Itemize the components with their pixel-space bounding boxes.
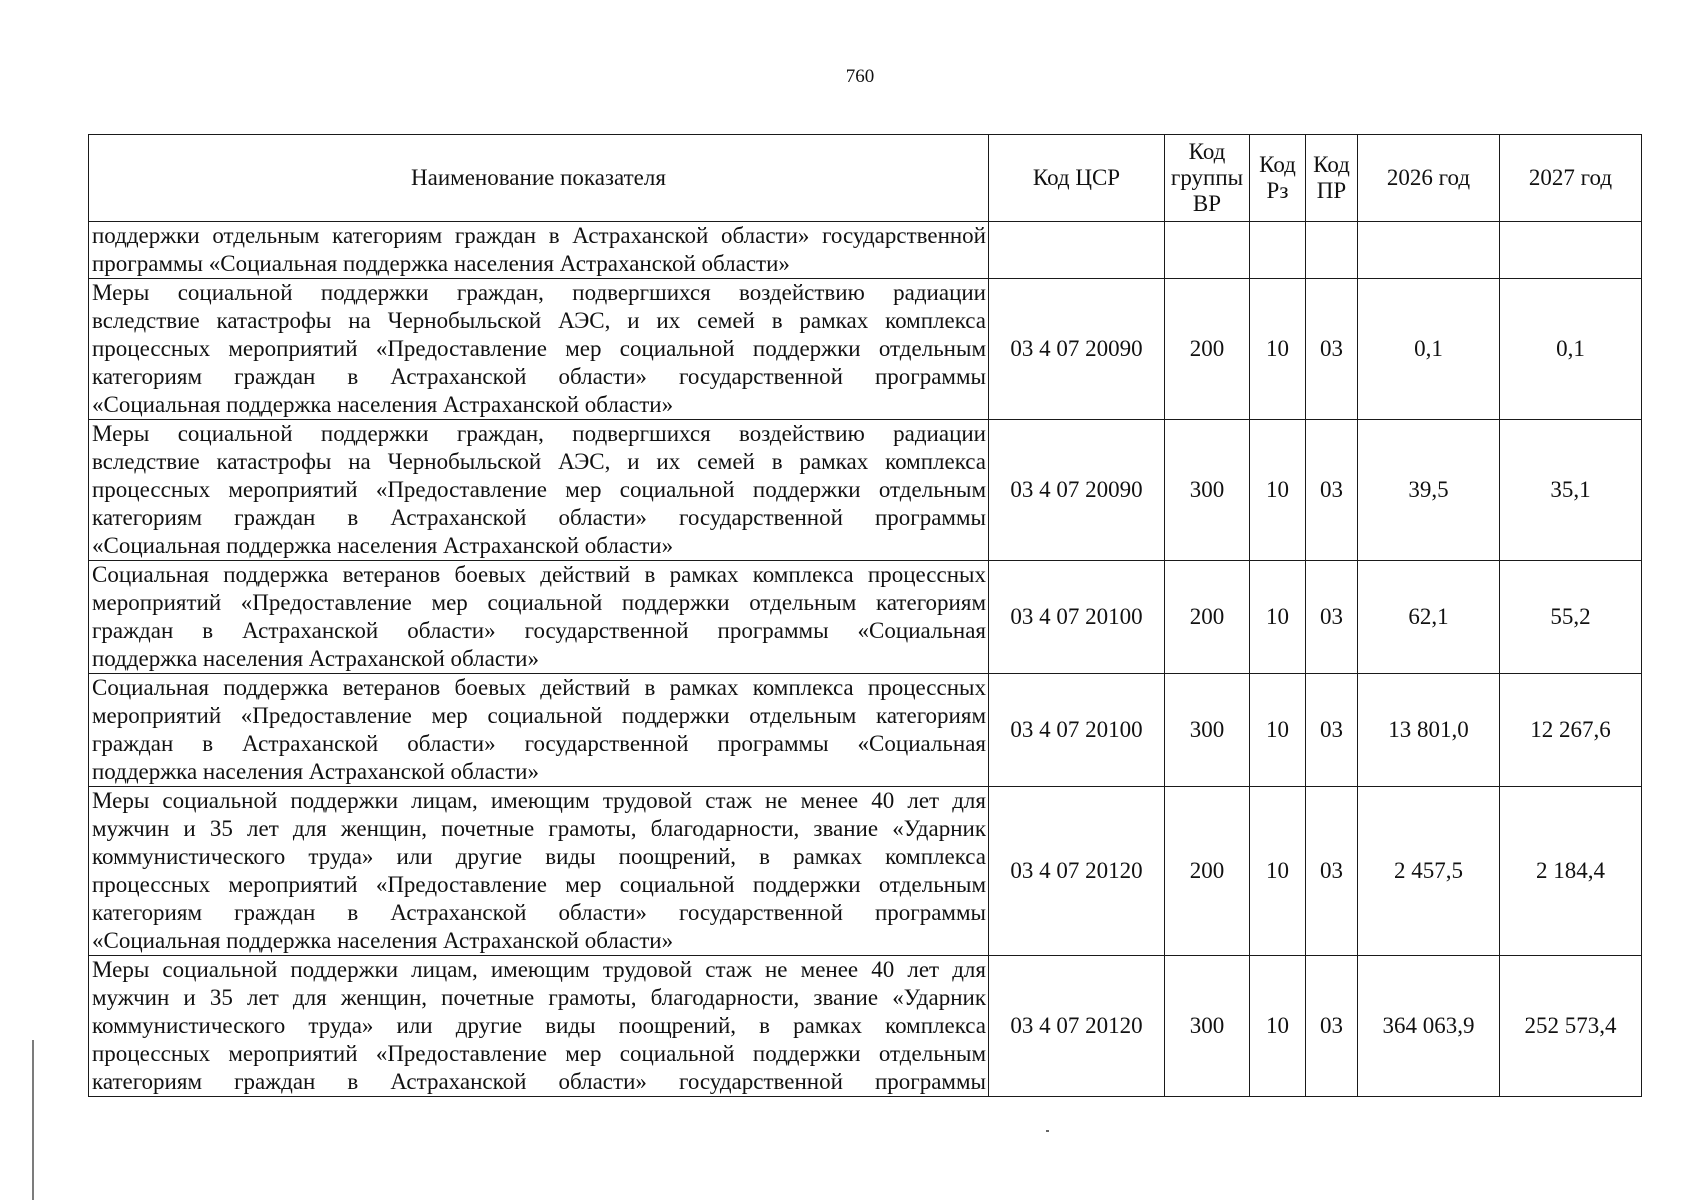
header-2027: 2027 год [1500, 135, 1642, 222]
cell-csr: 03 4 07 20120 [989, 787, 1165, 956]
table-row [89, 420, 1642, 561]
name-line: вследствие катастрофы на Чернобыльской АЭС, и их семей в рамках комплекса [92, 449, 986, 474]
cell-csr: 03 4 07 20090 [989, 420, 1165, 561]
cell-y2026: 2 457,5 [1358, 787, 1500, 956]
cell-vr: 300 [1165, 420, 1250, 561]
header-csr: Код ЦСР [989, 135, 1165, 222]
cell-csr: 03 4 07 20090 [989, 279, 1165, 420]
cell-y2027: 2 184,4 [1500, 787, 1642, 956]
header-pr: Код ПР [1306, 135, 1358, 222]
name-line: категориям граждан в Астраханской области» государственной программы [92, 1069, 986, 1094]
cell-y2027 [1500, 222, 1642, 279]
scan-dot-artifact [1046, 1130, 1049, 1132]
name-line: категориям граждан в Астраханской области» государственной программы [92, 505, 986, 530]
cell-pr: 03 [1306, 279, 1358, 420]
name-line: граждан в Астраханской области» государственной программы «Социальная [92, 731, 986, 756]
cell-y2026: 13 801,0 [1358, 674, 1500, 787]
cell-y2026: 364 063,9 [1358, 956, 1500, 1097]
cell-vr: 200 [1165, 279, 1250, 420]
cell-vr [1165, 222, 1250, 279]
name-line: поддержки отдельным категориям граждан в Астраханской области» государственной [92, 223, 986, 248]
cell-y2026 [1358, 222, 1500, 279]
cell-vr: 200 [1165, 787, 1250, 956]
budget-table [88, 134, 1642, 1097]
cell-y2026: 0,1 [1358, 279, 1500, 420]
cell-csr: 03 4 07 20120 [989, 956, 1165, 1097]
cell-vr: 300 [1165, 674, 1250, 787]
cell-y2027: 12 267,6 [1500, 674, 1642, 787]
name-line: мероприятий «Предоставление мер социальной поддержки отдельным категориям [92, 590, 986, 615]
cell-pr: 03 [1306, 674, 1358, 787]
header-rz: Код Рз [1250, 135, 1306, 222]
name-line: мужчин и 35 лет для женщин, почетные грамоты, благодарности, звание «Ударник [92, 985, 986, 1010]
name-line: Меры социальной поддержки лицам, имеющим трудовой стаж не менее 40 лет для [92, 957, 986, 982]
name-line: «Социальная поддержка населения Астраханской области» [92, 928, 674, 953]
name-line: процессных мероприятий «Предоставление мер социальной поддержки отдельным [92, 336, 986, 361]
cell-pr: 03 [1306, 420, 1358, 561]
table-row [89, 674, 1642, 787]
cell-name [89, 787, 989, 956]
cell-name [89, 222, 989, 279]
name-line: программы «Социальная поддержка населения Астраханской области» [92, 251, 790, 276]
name-line: «Социальная поддержка населения Астраханской области» [92, 392, 674, 417]
name-line: Меры социальной поддержки граждан, подвергшихся воздействию радиации [92, 421, 986, 446]
name-line: мужчин и 35 лет для женщин, почетные грамоты, благодарности, звание «Ударник [92, 816, 986, 841]
name-line: Меры социальной поддержки граждан, подвергшихся воздействию радиации [92, 280, 986, 305]
cell-vr: 200 [1165, 561, 1250, 674]
name-line: коммунистического труда» или другие виды поощрений, в рамках комплекса [92, 1013, 986, 1038]
cell-rz [1250, 222, 1306, 279]
name-line: категориям граждан в Астраханской области» государственной программы [92, 900, 986, 925]
header-name: Наименование показателя [89, 135, 989, 222]
cell-rz: 10 [1250, 674, 1306, 787]
name-line: граждан в Астраханской области» государственной программы «Социальная [92, 618, 986, 643]
header-vr: Код группы ВР [1165, 135, 1250, 222]
cell-y2026: 39,5 [1358, 420, 1500, 561]
name-line: мероприятий «Предоставление мер социальной поддержки отдельным категориям [92, 703, 986, 728]
name-line: коммунистического труда» или другие виды поощрений, в рамках комплекса [92, 844, 986, 869]
cell-pr: 03 [1306, 956, 1358, 1097]
cell-rz: 10 [1250, 420, 1306, 561]
cell-rz: 10 [1250, 787, 1306, 956]
header-2026: 2026 год [1358, 135, 1500, 222]
cell-y2027: 0,1 [1500, 279, 1642, 420]
cell-pr: 03 [1306, 561, 1358, 674]
name-line: Социальная поддержка ветеранов боевых действий в рамках комплекса процессных [92, 675, 986, 700]
cell-csr [989, 222, 1165, 279]
table-row [89, 561, 1642, 674]
cell-y2027: 55,2 [1500, 561, 1642, 674]
table-row [89, 787, 1642, 956]
cell-pr [1306, 222, 1358, 279]
table-row [89, 222, 1642, 279]
name-line: вследствие катастрофы на Чернобыльской АЭС, и их семей в рамках комплекса [92, 308, 986, 333]
name-line: «Социальная поддержка населения Астраханской области» [92, 533, 674, 558]
cell-name [89, 420, 989, 561]
cell-csr: 03 4 07 20100 [989, 561, 1165, 674]
cell-name [89, 674, 989, 787]
cell-vr: 300 [1165, 956, 1250, 1097]
name-line: категориям граждан в Астраханской области» государственной программы [92, 364, 986, 389]
cell-rz: 10 [1250, 279, 1306, 420]
cell-csr: 03 4 07 20100 [989, 674, 1165, 787]
cell-y2026: 62,1 [1358, 561, 1500, 674]
table-body [89, 222, 1642, 1097]
cell-y2027: 252 573,4 [1500, 956, 1642, 1097]
scan-edge-artifact [32, 1040, 34, 1200]
cell-y2027: 35,1 [1500, 420, 1642, 561]
name-line: процессных мероприятий «Предоставление мер социальной поддержки отдельным [92, 872, 986, 897]
name-line: процессных мероприятий «Предоставление мер социальной поддержки отдельным [92, 1041, 986, 1066]
name-line: Меры социальной поддержки лицам, имеющим трудовой стаж не менее 40 лет для [92, 788, 986, 813]
name-line: Социальная поддержка ветеранов боевых действий в рамках комплекса процессных [92, 562, 986, 587]
name-line: поддержка населения Астраханской области» [92, 646, 539, 671]
cell-rz: 10 [1250, 956, 1306, 1097]
page-number: 760 [845, 66, 875, 87]
cell-name [89, 561, 989, 674]
cell-rz: 10 [1250, 561, 1306, 674]
table-row [89, 279, 1642, 420]
cell-pr: 03 [1306, 787, 1358, 956]
cell-name [89, 279, 989, 420]
table-row [89, 956, 1642, 1097]
table-header-row [89, 135, 1642, 222]
cell-name [89, 956, 989, 1097]
name-line: поддержка населения Астраханской области» [92, 759, 539, 784]
name-line: процессных мероприятий «Предоставление мер социальной поддержки отдельным [92, 477, 986, 502]
